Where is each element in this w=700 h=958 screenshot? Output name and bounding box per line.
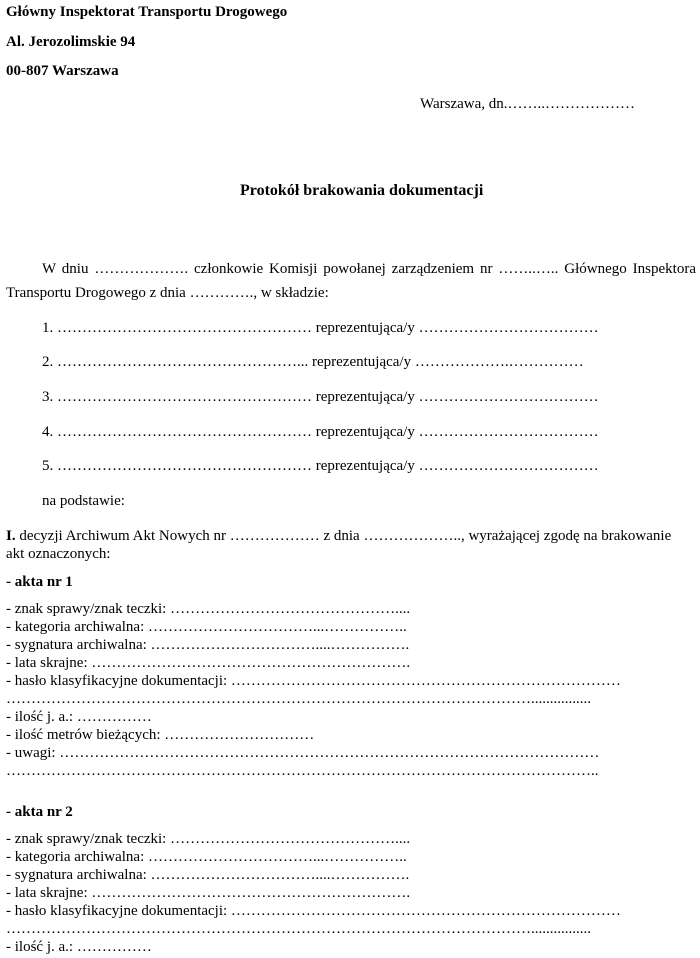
date-line: Warszawa, dn.……..……………… <box>420 96 636 112</box>
akta-2-unit-count: - ilość j. a.: …………… <box>6 939 152 955</box>
member-line-2: 2. …………………………………………... reprezentująca/y ……………….…………… <box>42 354 584 370</box>
institution-city: 00-807 Warszawa <box>6 63 119 79</box>
decision-numeral: I. <box>6 528 16 544</box>
akta-2-case-number: - znak sprawy/znak teczki: ……………………………………….... <box>6 831 411 847</box>
member-line-1: 1. …………………………………………… reprezentująca/y ……………………………… <box>42 320 599 336</box>
basis-label: na podstawie: <box>42 493 125 509</box>
member-line-4: 4. …………………………………………… reprezentująca/y ……………………………… <box>42 424 599 440</box>
document-title: Protokół brakowania dokumentacji <box>240 182 484 199</box>
akta-2-heading: - akta nr 2 <box>6 804 73 820</box>
akta-2-classification-continued: ……………………………………………………………………………………………................ <box>6 921 591 937</box>
akta-1-running-meters: - ilość metrów bieżących: ………………………… <box>6 727 315 743</box>
akta-1-date-range: - lata skrajne: ………………………………………………………. <box>6 655 411 671</box>
akta-1-archival-category: - kategoria archiwalna: ……………………………...…………….. <box>6 619 407 635</box>
akta-1-remarks: - uwagi: ……………………………………………………………………………………………… <box>6 745 600 761</box>
akta-1-case-number: - znak sprawy/znak teczki: ……………………………………….... <box>6 601 411 617</box>
akta-2-date-range: - lata skrajne: ………………………………………………………. <box>6 885 411 901</box>
akta-2-archival-category: - kategoria archiwalna: ……………………………...…………….. <box>6 849 407 865</box>
akta-2-archival-signature: - sygnatura archiwalna: ……………………………....……………. <box>6 867 410 883</box>
akta-2-classification-keyword: - hasło klasyfikacyjne dokumentacji: …………………………………………………………………… <box>6 903 621 919</box>
akta-1-archival-signature: - sygnatura archiwalna: ……………………………....……………. <box>6 637 410 653</box>
akta-1-classification-continued: ……………………………………………………………………………………………................ <box>6 691 591 707</box>
intro-line-2: Transportu Drogowego z dnia …………., w składzie: <box>6 285 329 301</box>
decision-line-2: akt oznaczonych: <box>6 546 111 562</box>
decision-line-1 <box>6 527 696 545</box>
member-line-5: 5. …………………………………………… reprezentująca/y ……………………………… <box>42 458 599 474</box>
akta-1-classification-keyword: - hasło klasyfikacyjne dokumentacji: …………………………………………………………………… <box>6 673 621 689</box>
akta-1-remarks-continued: ……………………………………………………………………………………………………….. <box>6 763 599 779</box>
akta-1-unit-count: - ilość j. a.: …………… <box>6 709 152 725</box>
institution-name: Główny Inspektorat Transportu Drogowego <box>6 4 288 20</box>
akta-1-heading: - akta nr 1 <box>6 574 73 590</box>
member-line-3: 3. …………………………………………… reprezentująca/y ……………………………… <box>42 389 599 405</box>
institution-street: Al. Jerozolimskie 94 <box>6 34 136 50</box>
intro-line-1: W dniu ………………. członkowie Komisji powołanej zarządzeniem nr ……..….. Głównego Inspektora <box>42 261 696 277</box>
decision-text: decyzji Archiwum Akt Nowych nr ……………… z dnia ……………….., wyrażającej zgodę na brakowanie <box>19 528 672 544</box>
